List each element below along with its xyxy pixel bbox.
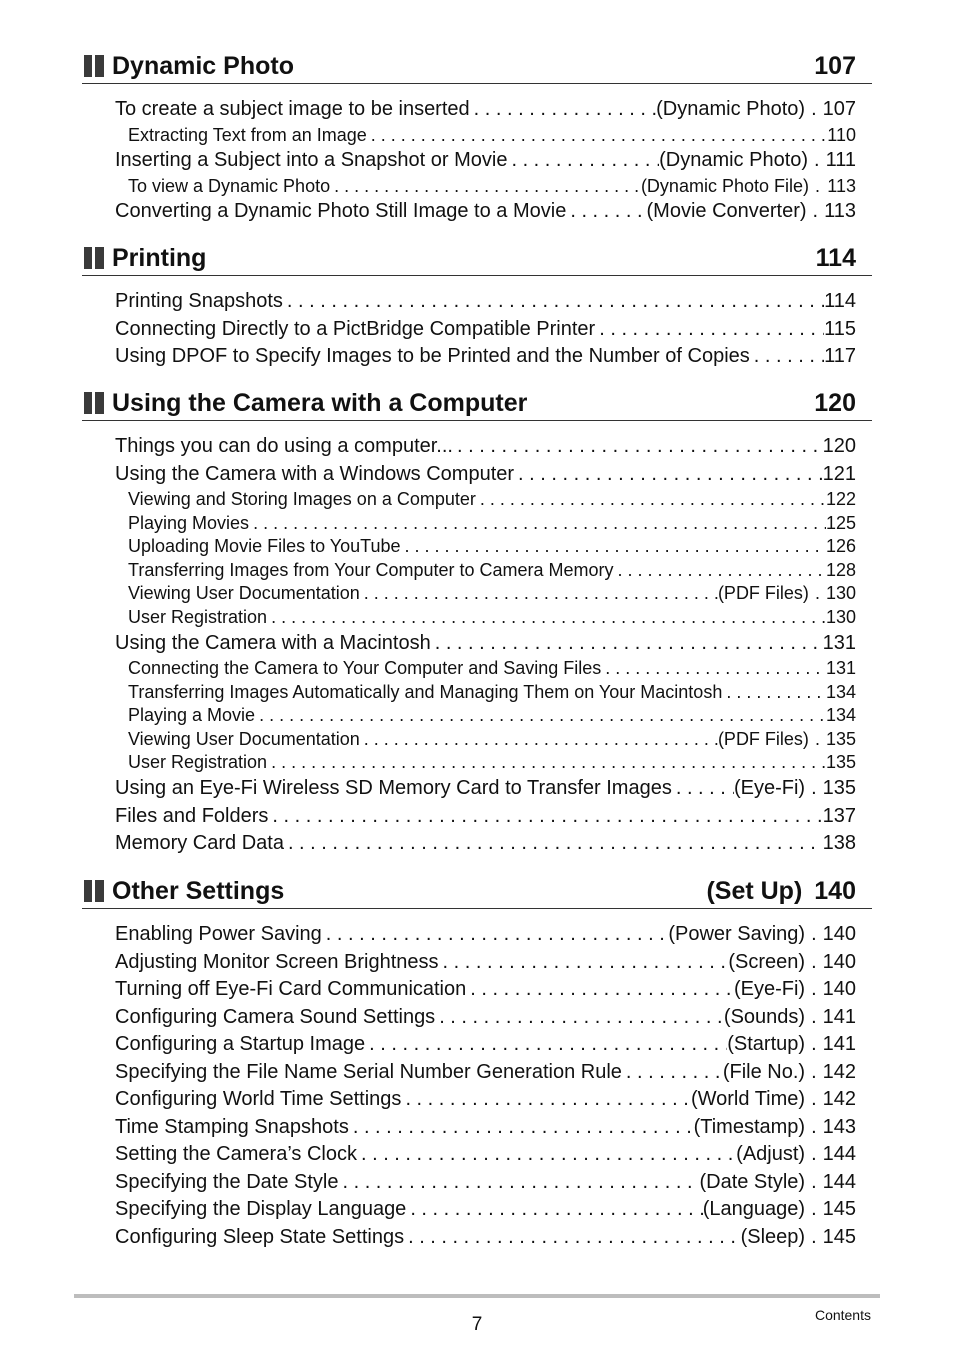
entry-label: Things you can do using a computer... [115, 435, 453, 457]
entry-page-number: 126 [825, 536, 856, 557]
dot-leader [431, 630, 823, 658]
section-page: 107 [814, 52, 856, 80]
toc-subentry[interactable] [128, 124, 856, 148]
section-title: Dynamic Photo [112, 52, 294, 80]
dot-separator: . [811, 923, 817, 945]
entry-label: Adjusting Monitor Screen Brightness [115, 950, 439, 973]
toc-subentry[interactable] [128, 582, 856, 606]
entry-label: Configuring Sleep State Settings [115, 1225, 405, 1248]
entry-page-number: 142 [822, 1060, 856, 1083]
page-number: 7 [471, 1314, 483, 1335]
toc-entry[interactable] [115, 316, 856, 344]
dot-leader [283, 288, 824, 316]
dot-leader [365, 1031, 727, 1059]
dot-leader [349, 1114, 694, 1142]
entry-label: Enabling Power Saving [115, 923, 322, 945]
toc-entry[interactable] [115, 1224, 856, 1252]
entry-page-number: 145 [822, 1198, 856, 1220]
entry-reference: (Language) [702, 1198, 806, 1220]
dot-separator: . [811, 1115, 817, 1138]
toc-entry[interactable] [115, 630, 856, 658]
entry-reference: (Power Saving) [668, 923, 806, 945]
dot-separator: . [811, 1033, 817, 1055]
section-entries [82, 276, 872, 371]
toc-subentry[interactable] [128, 751, 856, 775]
entry-label: Uploading Movie Files to YouTube [128, 536, 401, 557]
entry-reference: (Sleep) [740, 1225, 806, 1248]
dot-leader [268, 803, 822, 831]
dot-leader [750, 343, 824, 371]
toc-subentry[interactable] [128, 512, 856, 536]
toc-entry[interactable] [115, 1059, 856, 1087]
dot-leader [453, 433, 823, 461]
entry-page-number: 135 [822, 777, 856, 800]
entry-label: Turning off Eye-Fi Card Communication [115, 978, 467, 1000]
dot-leader [672, 775, 734, 803]
dot-leader [435, 1004, 724, 1032]
dot-separator: . [811, 1143, 817, 1165]
toc-entry[interactable] [115, 1031, 856, 1059]
entry-label: Memory Card Data [115, 832, 284, 855]
entry-page-number: 130 [825, 583, 856, 604]
entry-reference: (File No.) [722, 1060, 806, 1083]
dot-separator: . [811, 1005, 817, 1028]
entry-page-number: 134 [825, 681, 856, 702]
toc-entry[interactable] [115, 461, 856, 489]
toc-subentry[interactable] [128, 704, 856, 728]
section-title: Printing [112, 244, 207, 272]
entry-reference: (Date Style) [699, 1170, 806, 1193]
toc-entry[interactable] [115, 921, 856, 949]
dot-separator: . [811, 777, 817, 800]
dot-leader [622, 1059, 723, 1087]
entry-label: Converting a Dynamic Photo Still Image to a Movie [115, 200, 567, 223]
toc-entry[interactable] [115, 976, 856, 1004]
dot-separator: . [811, 978, 817, 1000]
entry-label: Configuring a Startup Image [115, 1033, 366, 1055]
entry-reference: (Adjust) [736, 1143, 806, 1165]
entry-page-number: 114 [824, 290, 856, 312]
dot-leader [614, 559, 826, 583]
toc-entry[interactable] [115, 96, 856, 124]
toc-section [82, 50, 872, 226]
entry-label: Playing Movies [128, 512, 250, 533]
entry-label: Transferring Images Automatically and Managing Them on Your Macintosh [128, 681, 723, 702]
entry-label: Inserting a Subject into a Snapshot or Movie [115, 149, 508, 172]
entry-page-number: 145 [822, 1225, 856, 1248]
entry-page-number: 137 [822, 804, 856, 827]
dot-separator: . [811, 1088, 817, 1110]
toc-entry[interactable] [115, 198, 856, 226]
entry-page-number: 110 [827, 124, 856, 145]
dot-leader [322, 921, 669, 949]
entry-reference: (Screen) [728, 950, 806, 973]
entry-label: Connecting Directly to a PictBridge Compatible Printer [115, 317, 596, 340]
section-title: Other Settings [112, 877, 285, 905]
toc-subentry[interactable] [128, 559, 856, 583]
dot-leader [367, 124, 826, 148]
entry-label: To view a Dynamic Photo [128, 175, 331, 196]
entry-page-number: 135 [825, 752, 856, 773]
entry-label: To create a subject image to be inserted [115, 98, 470, 120]
entry-page-number: 140 [822, 950, 856, 973]
section-entries [82, 84, 872, 226]
toc-entry[interactable] [115, 433, 856, 461]
toc-entry[interactable] [115, 1196, 856, 1224]
section-category: (Set Up) [706, 877, 803, 905]
toc-entry[interactable] [115, 1141, 856, 1169]
entry-reference: (Sounds) [723, 1005, 806, 1028]
entry-label: Viewing User Documentation [128, 583, 360, 604]
dot-separator: . [811, 1225, 817, 1248]
dot-leader [267, 751, 826, 775]
footer-rule [74, 1294, 880, 1298]
entry-page-number: 120 [822, 435, 856, 457]
entry-page-number: 131 [822, 631, 856, 654]
dot-leader [255, 704, 826, 728]
dot-leader [338, 1169, 699, 1197]
toc-entry[interactable] [115, 1086, 856, 1114]
toc-entry[interactable] [115, 803, 856, 831]
section-header [82, 875, 872, 909]
dot-separator: . [811, 950, 817, 973]
entry-page-number: 125 [825, 512, 856, 533]
entry-label: User Registration [128, 752, 268, 773]
dot-separator: . [811, 98, 817, 120]
toc-subentry[interactable] [128, 606, 856, 630]
entry-page-number: 128 [825, 559, 856, 580]
dot-leader [466, 976, 734, 1004]
dot-leader [404, 1224, 741, 1252]
entry-label: Time Stamping Snapshots [115, 1115, 349, 1138]
entry-page-number: 113 [827, 175, 856, 196]
entry-reference: (Timestamp) [693, 1115, 806, 1138]
dot-leader [470, 96, 656, 124]
entry-page-number: 144 [822, 1143, 856, 1165]
dot-leader [406, 1196, 702, 1224]
entry-label: Using DPOF to Specify Images to be Printed and the Number of Copies [115, 345, 750, 367]
entry-reference: (World Time) [690, 1088, 806, 1110]
toc-section [82, 875, 872, 1251]
entry-page-number: 141 [822, 1033, 856, 1055]
toc-entry[interactable] [115, 147, 856, 175]
entry-label: Configuring World Time Settings [115, 1088, 402, 1110]
toc-entry[interactable] [115, 288, 856, 316]
entry-page-number: 140 [822, 978, 856, 1000]
entry-label: Setting the Camera’s Clock [115, 1143, 357, 1165]
entry-reference: (PDF Files) [717, 728, 809, 749]
entry-label: Viewing and Storing Images on a Computer [128, 489, 476, 509]
dot-leader [722, 681, 826, 705]
entry-label: Specifying the File Name Serial Number Generation Rule [115, 1060, 622, 1083]
entry-page-number: 143 [822, 1115, 856, 1138]
entry-page-number: 121 [822, 462, 856, 485]
dot-leader [284, 830, 823, 858]
toc-entry[interactable] [115, 1114, 856, 1142]
entry-reference: (Dynamic Photo File) [640, 175, 809, 196]
toc-subentry[interactable] [128, 175, 856, 199]
dot-separator: . [811, 1060, 817, 1083]
dot-leader [507, 147, 659, 175]
dot-separator: . [812, 200, 819, 223]
entry-label: Connecting the Camera to Your Computer and Saving Files [128, 658, 602, 679]
entry-label: Using the Camera with a Macintosh [115, 631, 431, 654]
dot-separator: . [811, 1198, 817, 1220]
section-page: 120 [814, 389, 856, 417]
entry-label: Using an Eye-Fi Wireless SD Memory Card to Transfer Images [115, 777, 672, 800]
dot-leader [401, 1086, 691, 1114]
dot-leader [267, 606, 826, 630]
entry-label: Configuring Camera Sound Settings [115, 1005, 436, 1028]
toc-section [82, 387, 872, 858]
dot-leader [249, 512, 826, 536]
dot-separator: . [814, 175, 820, 196]
dot-separator: . [814, 728, 820, 749]
toc-subentry[interactable] [128, 681, 856, 705]
entry-page-number: 142 [822, 1088, 856, 1110]
entry-page-number: 130 [825, 606, 856, 627]
entry-page-number: 115 [824, 317, 856, 340]
toc-subentry[interactable] [128, 657, 856, 681]
toc-subentry[interactable] [128, 728, 856, 752]
toc-entry[interactable] [115, 830, 856, 858]
toc-subentry[interactable] [128, 488, 856, 512]
section-header [82, 387, 872, 421]
entry-label: Specifying the Display Language [115, 1198, 407, 1220]
entry-label: Extracting Text from an Image [128, 124, 367, 145]
toc-subentry[interactable] [128, 535, 856, 559]
entry-reference: (Startup) [727, 1033, 806, 1055]
entry-page-number: 131 [825, 658, 856, 679]
dot-leader [360, 582, 718, 606]
entry-label: Playing a Movie [128, 705, 256, 726]
entry-label: User Registration [128, 606, 268, 627]
entry-label: Files and Folders [115, 804, 269, 827]
dot-leader [330, 175, 641, 199]
dot-leader [566, 198, 646, 226]
dot-leader [357, 1141, 736, 1169]
entry-reference: (PDF Files) [717, 583, 809, 604]
entry-page-number: 144 [822, 1170, 856, 1193]
entry-page-number: 141 [822, 1005, 856, 1028]
entry-page-number: 107 [822, 98, 856, 120]
entry-page-number: 117 [824, 345, 856, 367]
dot-separator: . [814, 149, 820, 172]
dot-leader [595, 316, 824, 344]
section-header [82, 50, 872, 84]
entry-page-number: 138 [822, 832, 856, 855]
entry-reference: (Dynamic Photo) [659, 149, 809, 172]
toc-section [82, 242, 872, 371]
entry-page-number: 134 [825, 705, 856, 726]
section-marker-icon [84, 55, 104, 77]
dot-leader [476, 488, 826, 512]
section-title: Using the Camera with a Computer [112, 389, 528, 417]
dot-leader [360, 728, 718, 752]
entry-page-number: 140 [822, 923, 856, 945]
entry-page-number: 111 [825, 149, 856, 172]
section-page: 114 [815, 244, 856, 272]
entry-label: Specifying the Date Style [115, 1170, 339, 1193]
entry-label: Printing Snapshots [115, 290, 283, 312]
entry-reference: (Dynamic Photo) [656, 98, 806, 120]
entry-page-number: 122 [825, 489, 856, 509]
toc-entry[interactable] [115, 775, 856, 803]
dot-separator: . [811, 1170, 817, 1193]
section-entries [82, 421, 872, 858]
section-marker-icon [84, 247, 104, 269]
entry-label: Using the Camera with a Windows Computer [115, 462, 515, 485]
dot-leader [601, 657, 826, 681]
entry-label: Transferring Images from Your Computer to Camera Memory [128, 559, 614, 580]
dot-leader [514, 461, 823, 489]
dot-leader [439, 949, 729, 977]
section-marker-icon [84, 392, 104, 414]
entry-page-number: 135 [825, 728, 856, 749]
dot-leader [401, 535, 826, 559]
footer-label: Contents [814, 1307, 871, 1323]
toc-entry[interactable] [115, 343, 856, 371]
dot-separator: . [814, 583, 820, 604]
entry-reference: (Eye-Fi) [733, 978, 806, 1000]
entry-reference: (Movie Converter) [646, 200, 807, 223]
entry-page-number: 113 [824, 200, 856, 223]
toc-entry[interactable] [115, 1169, 856, 1197]
entry-reference: (Eye-Fi) [733, 777, 806, 800]
toc-entry[interactable] [115, 949, 856, 977]
section-header [82, 242, 872, 276]
toc-entry[interactable] [115, 1004, 856, 1032]
section-page: (Set Up) 140 [706, 877, 856, 905]
section-entries [82, 909, 872, 1251]
entry-label: Viewing User Documentation [128, 728, 360, 749]
section-marker-icon [84, 880, 104, 902]
